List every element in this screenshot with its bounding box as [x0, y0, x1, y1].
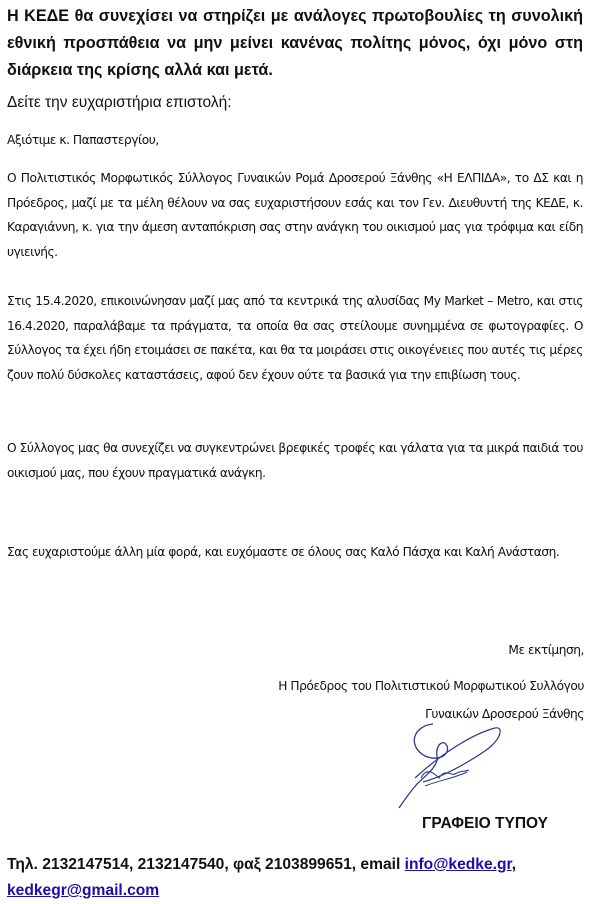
letter-paragraph: Ο Πολιτιστικός Μορφωτικός Σύλλογος Γυναικών Ρομά Δροσερού Ξάνθης «Η ΕΛΠΙΔΑ», το ΔΣ και η Πρόεδρος, μαζί με τα μέλη θέλουν να σας ευχαριστήσουν εσάς και τον Γεν. Διευθυντή της ΚΕΔΕ, κ. Καραγιάννη, κ. για την άμεση ανταπόκριση σας στην ανάγκη του οικισμού μας για τρόφιμα και είδη υγιεινής. — [7, 171, 583, 259]
letter-paragraph: Ο Σύλλογος μας θα συνεχίζει να συγκεντρώνει βρεφικές τροφές και γάλατα για τα μικρά παιδιά του οικισμού μας, που έχουν πραγματικά ανάγκη. — [7, 441, 583, 480]
lead-paragraph: Η ΚΕΔΕ θα συνεχίσει να στηρίζει με ανάλογες πρωτοβουλίες τη συνολική εθνική προσπάθεια να μην μείνει κανένας πολίτης μόνος, όχι μόνο στη διάρκεια της κρίσης αλλά και μετά. — [7, 7, 583, 79]
letter-paragraph: Σας ευχαριστούμε άλλη μία φορά, και ευχόμαστε σε όλους σας Καλό Πάσχα και Καλή Ανάσταση. — [7, 545, 560, 559]
letter-paragraph: Στις 15.4.2020, επικοινώνησαν μαζί μας από τα κεντρικά της αλυσίδας My Market – Metro, και στις 16.4.2020, παραλάβαμε τα πράγματα, τα οποία θα σας στείλουμε συνημμένα σε φωτογραφίες. Ο Σύλλογος τα έχει ήδη ετοιμάσει σε πακέτα, και θα τα μοιράσει στις οικογένειες που αυτές τις μέρες ζουν πολύ δύσκολες καταστάσεις, αφού δεν έχουν ούτε τα βασικά για την επιβίωση τους. — [7, 294, 583, 382]
letter-salutation: Αξιότιμε κ. Παπαστεργίου, — [7, 133, 159, 147]
contact-phones: Τηλ. 2132147514, 2132147540, φαξ 2103899651, email — [7, 856, 405, 873]
contact-info — [7, 852, 587, 904]
press-office-label: ΓΡΑΦΕΙΟ ΤΥΠΟΥ — [422, 815, 548, 832]
contact-separator: , — [511, 856, 517, 873]
intro-line: Δείτε την ευχαριστήρια επιστολή: — [7, 94, 232, 111]
email-link-gmail[interactable]: kedkegr@gmail.com — [7, 882, 160, 899]
letter-closing: Με εκτίμηση, — [508, 643, 584, 657]
email-link-info[interactable]: info@kedke.gr — [404, 856, 512, 873]
signatory-title: Η Πρόεδρος του Πολιτιστικού Μορφωτικού Συλλόγου — [278, 679, 584, 693]
handwritten-signature-icon — [395, 716, 505, 811]
signatory-organization: Γυναικών Δροσερού Ξάνθης — [425, 707, 584, 721]
